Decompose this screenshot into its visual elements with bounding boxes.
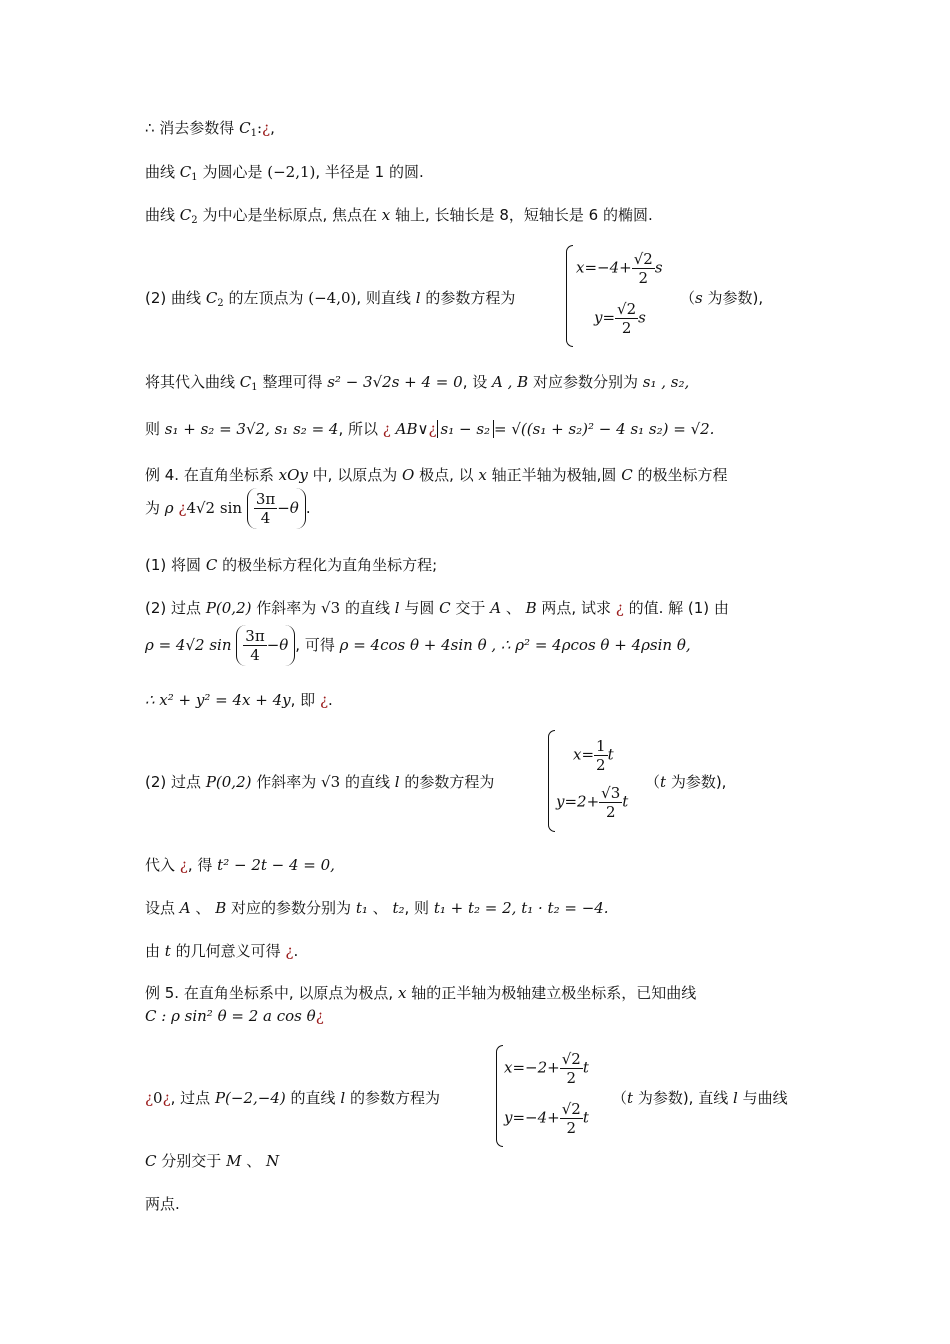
example-5-line-5 (145, 1194, 180, 1214)
missing-glyph: ¿ (179, 856, 188, 874)
system-row-1 (504, 1050, 589, 1087)
example-5-line-3-tail (612, 1088, 788, 1108)
math-var: l (394, 599, 400, 617)
text: 中, 以原点为 (312, 466, 398, 484)
math-var: s₁ , s₂, (642, 373, 690, 391)
text: 轴上, 长轴长是 8，短轴长是 6 的椭圆. (395, 206, 653, 224)
part-2 (145, 598, 729, 618)
text: 的直线 (290, 1089, 336, 1107)
fraction (594, 737, 608, 774)
math-var: A (490, 599, 502, 617)
math-var: x (397, 984, 407, 1002)
math-var: C (239, 119, 251, 137)
line-3 (145, 205, 653, 231)
text: 、 (505, 599, 521, 617)
numerator: 1 (596, 737, 606, 755)
fraction (560, 1100, 583, 1137)
text: （ (680, 289, 696, 307)
math-var: C (621, 466, 633, 484)
text: 的极坐标方程化为直角坐标方程; (222, 556, 438, 574)
math-eq: s² − 3√2s + 4 = 0 (327, 373, 463, 391)
missing-glyph: ¿ (615, 599, 624, 617)
math-var: x (381, 206, 391, 224)
text: 例 5. 在直角坐标系中, 以原点为极点, (145, 984, 394, 1002)
text: (1) 将圆 (145, 556, 202, 574)
example-5-line-4 (145, 1151, 279, 1171)
denominator: 2 (638, 269, 649, 287)
math-point: P(0,2) (205, 773, 252, 791)
text: , 半径是 1 的圆. (315, 163, 424, 181)
fraction (615, 300, 638, 337)
eq-lhs: x=−4+ (576, 258, 632, 277)
math-point: P(−2,−4) (214, 1089, 286, 1107)
math-var: t (660, 773, 667, 791)
numerator: √2 (561, 1050, 581, 1068)
param: t (607, 745, 614, 764)
denominator: 2 (566, 1119, 577, 1137)
denominator: 2 (566, 1069, 577, 1087)
math-var: C (145, 1152, 157, 1170)
missing-glyph: ¿ (319, 691, 328, 709)
solution-line-6 (145, 941, 298, 961)
missing-glyph: ¿ (285, 942, 294, 960)
system-row-2 (504, 1100, 589, 1137)
text: 极点, 以 (419, 466, 474, 484)
math-eq: = √((s₁ + s₂)² − 4 s₁ s₂) = √2. (494, 420, 715, 438)
math-var: A (179, 899, 191, 917)
text: 由 (145, 942, 161, 960)
eq-lhs: y=−4+ (504, 1108, 560, 1127)
param: s (654, 258, 663, 277)
text: 的左顶点为 (228, 289, 304, 307)
text: （ (612, 1089, 628, 1107)
text: 为中心是坐标原点, 焦点在 (202, 206, 377, 224)
math-var: C (205, 556, 218, 574)
brace (496, 1045, 503, 1147)
denominator: 2 (605, 803, 616, 821)
example-5-line-1 (145, 983, 696, 1003)
text: 为圆心是 (202, 163, 263, 181)
solution-line-3 (145, 772, 494, 792)
math-var: O (401, 466, 415, 484)
line-1 (145, 118, 275, 144)
text: , 得 (187, 856, 213, 874)
missing-glyph: ¿ (162, 1089, 171, 1107)
theta: −θ (266, 636, 289, 654)
math-eq: 4√2 sin (186, 499, 243, 517)
theta: −θ (277, 499, 299, 517)
text: 作斜率为 (256, 773, 317, 791)
text: 两点, 试求 (541, 599, 611, 617)
solution-line-3-tail (645, 772, 726, 792)
solution-line-5 (145, 898, 609, 918)
numerator: √3 (601, 784, 621, 802)
text: 两点. (145, 1195, 180, 1213)
text: 交于 (455, 599, 486, 617)
math-sub: 1 (191, 172, 198, 183)
text: 设点 (145, 899, 176, 917)
text: ∴ 消去参数得 (145, 119, 235, 137)
text: 为参数), 直线 (637, 1089, 729, 1107)
line-2 (145, 162, 424, 188)
text: . (293, 942, 299, 960)
math-var: l (340, 1089, 346, 1107)
example-4-line-1 (145, 465, 728, 485)
text: (2) 过点 (145, 599, 202, 617)
fraction (599, 784, 622, 821)
param: t (622, 792, 629, 811)
system-row-1 (576, 250, 663, 287)
brace (548, 730, 555, 832)
math-var: l (415, 289, 421, 307)
text: 作斜率为 (256, 599, 317, 617)
math-var: C (239, 373, 252, 391)
eq-lhs: x= (573, 745, 595, 764)
text: 则 (145, 420, 161, 438)
text: 的值. 解 (1) 由 (628, 599, 729, 617)
denominator: 4 (260, 509, 271, 527)
text: 对应的参数分别为 (231, 899, 352, 917)
text: 为参数), (670, 773, 727, 791)
math-var: l (394, 773, 400, 791)
numerator: 3π (255, 490, 276, 508)
fraction (254, 490, 277, 527)
math-sub: 1 (251, 382, 258, 393)
math-eq: t₁ + t₂ = 2, t₁ · t₂ = −4. (433, 899, 609, 917)
param: s (638, 308, 646, 327)
text: 代入 (145, 856, 176, 874)
numerator: √2 (617, 300, 637, 318)
solution-line-1 (145, 625, 691, 666)
denominator: 4 (250, 646, 260, 664)
text: (2) 过点 (145, 773, 202, 791)
text: 的几何意义可得 (175, 942, 281, 960)
paren-group (236, 625, 295, 666)
math-var: xOy (278, 466, 308, 484)
text: 的直线 (344, 599, 390, 617)
solution-line-4 (145, 855, 335, 875)
param: t (582, 1058, 589, 1077)
line-5 (145, 372, 689, 398)
part-1 (145, 555, 437, 575)
missing-glyph: ¿ (178, 499, 187, 517)
text: (2) 曲线 (145, 289, 202, 307)
math-var: C (439, 599, 451, 617)
math-var: x (478, 466, 487, 484)
text: 为参数), (707, 289, 764, 307)
line-4-tail (680, 288, 763, 308)
text: （ (645, 773, 661, 791)
denominator: 2 (596, 756, 606, 774)
eq-lhs: y= (594, 308, 616, 327)
numerator: √2 (561, 1100, 581, 1118)
colon: : (256, 119, 263, 137)
text: 轴的正半轴为极轴建立极坐标系，已知曲线 (411, 984, 697, 1002)
math-eq: ∴ x² + y² = 4x + 4y (145, 691, 291, 709)
text: , 可得 (295, 636, 335, 654)
text: 的参数方程为 (425, 289, 516, 307)
text: 的极坐标方程 (637, 466, 728, 484)
math-var: M (226, 1152, 242, 1170)
math-num: 0 (153, 1089, 163, 1107)
numerator: 3π (245, 627, 265, 645)
math-var: C (205, 289, 218, 307)
text: 对应参数分别为 (532, 373, 638, 391)
math-var: B (525, 599, 537, 617)
eq-lhs: x=−2+ (504, 1058, 560, 1077)
math-point: (−4,0) (308, 289, 357, 307)
text: 轴正半轴为极轴,圆 (491, 466, 617, 484)
text: 分别交于 (161, 1152, 222, 1170)
solution-line-2 (145, 690, 333, 710)
text: . (305, 499, 311, 517)
text: 例 4. 在直角坐标系 (145, 466, 274, 484)
math-sub: 2 (191, 215, 198, 226)
text: 的参数方程为 (404, 773, 495, 791)
text: , 则 (404, 899, 430, 917)
math-sub: 1 (250, 128, 257, 139)
missing-glyph: ¿ (262, 119, 271, 137)
example-4-line-2 (145, 488, 311, 529)
example-5-line-3 (145, 1088, 440, 1108)
text: , 过点 (170, 1089, 211, 1107)
math-eq: t² − 2t − 4 = 0, (217, 856, 335, 874)
math-var: s (695, 289, 703, 307)
fraction (632, 250, 655, 287)
math-eq: ρ = 4√2 sin (145, 636, 232, 654)
brace (566, 245, 573, 347)
math-var: t (627, 1089, 634, 1107)
system-row-1 (573, 737, 614, 774)
text: 与曲线 (742, 1089, 788, 1107)
text: 曲线 (145, 163, 176, 181)
missing-glyph: ¿ (315, 1007, 324, 1025)
text: 为 (145, 499, 161, 517)
text: , 所以 (338, 420, 378, 438)
math-var: C (179, 206, 192, 224)
math-var: A , B (492, 373, 529, 391)
text: 的参数方程为 (349, 1089, 440, 1107)
missing-glyph: ¿ (145, 1089, 154, 1107)
text: 、 (195, 899, 211, 917)
math-eq: C : ρ sin² θ = 2 a cos θ (145, 1007, 316, 1025)
param: t (582, 1108, 589, 1127)
example-5-line-2 (145, 1006, 324, 1026)
math-eq: ρ = 4cos θ + 4sin θ , ∴ ρ² = 4ρcos θ + 4ρsin θ, (339, 636, 691, 654)
text: , 设 (462, 373, 488, 391)
eq-lhs: y=2+ (556, 792, 600, 811)
text: 将其代入曲线 (145, 373, 236, 391)
math-root: √3 (321, 599, 341, 617)
system-row-2 (594, 300, 646, 337)
math-var: t₁ (355, 899, 368, 917)
text: 曲线 (145, 206, 176, 224)
math-sub: 2 (217, 298, 224, 309)
math-var: AB∨ (395, 420, 429, 438)
text: 与圆 (404, 599, 435, 617)
abs-value: s₁ − s₂ (437, 420, 495, 438)
denominator: 2 (621, 319, 632, 337)
math-var: l (733, 1089, 738, 1107)
line-4 (145, 288, 515, 314)
text: . (327, 691, 333, 709)
math-point: (−2,1) (267, 163, 316, 181)
math-var: N (266, 1152, 280, 1170)
fraction (560, 1050, 583, 1087)
text: 整理可得 (262, 373, 323, 391)
math-var: t (164, 942, 171, 960)
text: 、 (372, 899, 388, 917)
system-row-2 (556, 784, 628, 821)
math-root: √3 (321, 773, 341, 791)
paren-group (247, 488, 306, 529)
text: , 则直线 (356, 289, 411, 307)
missing-glyph: ¿ (382, 420, 391, 438)
missing-glyph: ¿ (428, 420, 437, 438)
text: 的直线 (344, 773, 390, 791)
math-eq: s₁ + s₂ = 3√2, s₁ s₂ = 4 (164, 420, 339, 438)
text: 、 (246, 1152, 262, 1170)
text: , 即 (290, 691, 316, 709)
math-var: C (179, 163, 192, 181)
text: , (270, 119, 275, 137)
numerator: √2 (633, 250, 653, 268)
math-var: t₂ (392, 899, 405, 917)
math-var: B (215, 899, 227, 917)
fraction (243, 627, 266, 664)
math-point: P(0,2) (205, 599, 252, 617)
line-6 (145, 419, 714, 439)
math-var: ρ (164, 499, 174, 517)
